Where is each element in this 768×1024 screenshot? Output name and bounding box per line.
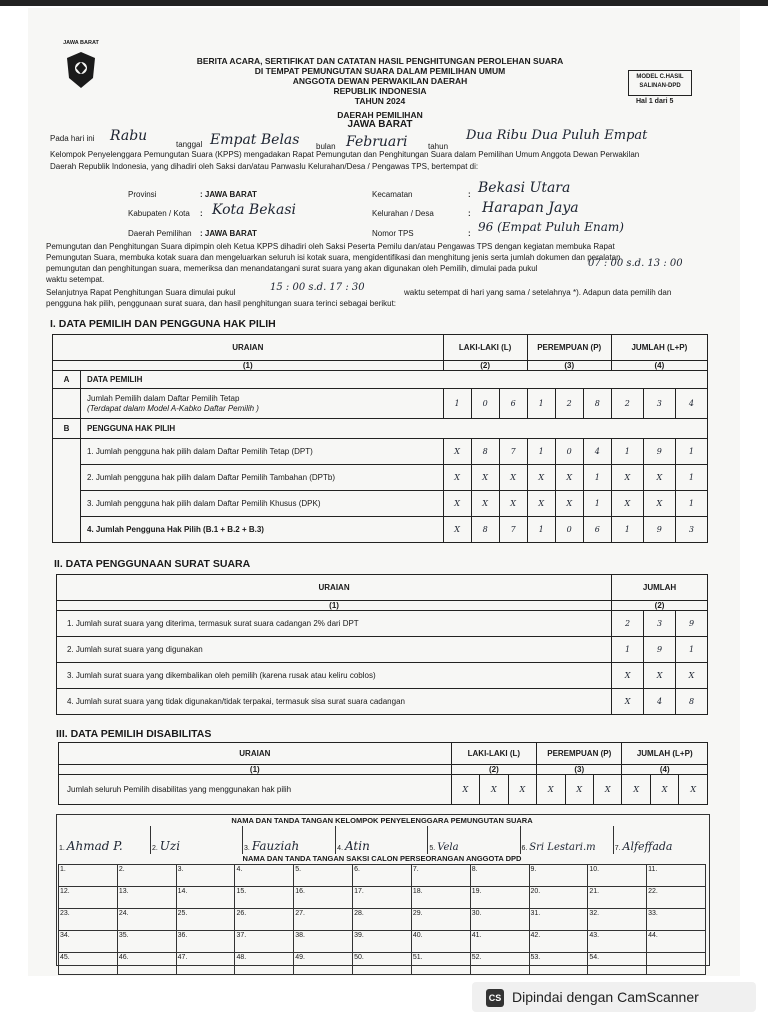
- saksi-sign-cell: 21.: [588, 887, 647, 909]
- saksi-sign-cell: 26.: [235, 909, 294, 931]
- kpps-signature: Atin: [344, 839, 370, 853]
- s1-num-2: (2): [443, 361, 527, 371]
- saksi-sign-cell: 10.: [588, 865, 647, 887]
- s1-head-j: JUMLAH (L+P): [611, 335, 707, 361]
- s2-val: 3: [644, 611, 676, 637]
- para-time-1: 07 : 00 s.d. 13 : 00: [588, 258, 683, 269]
- tps-colon: :: [468, 229, 471, 238]
- saksi-sign-cell: 50.: [353, 953, 412, 975]
- s1-head-l: LAKI-LAKI (L): [443, 335, 527, 361]
- kpps-signature: Vela: [437, 842, 459, 853]
- s3-num-3: (3): [537, 765, 622, 775]
- s2-val: 1: [676, 637, 708, 663]
- saksi-sign-grid: [58, 864, 706, 975]
- header-line-7: JAWA BARAT: [347, 119, 413, 130]
- s1-b-val: 6: [583, 517, 611, 543]
- s3-head-uraian: URAIAN: [59, 743, 452, 765]
- s2-head-j: JUMLAH: [612, 575, 708, 601]
- saksi-sign-cell: 16.: [294, 887, 353, 909]
- s1-b-row: [53, 491, 708, 517]
- s1-b-spacer: [53, 517, 81, 543]
- s1-b-val: X: [471, 491, 499, 517]
- saksi-sign-cell: 22.: [647, 887, 706, 909]
- s1-b-row: [53, 465, 708, 491]
- para-line-1: Pemungutan dan Penghitungan Suara dipimpin oleh Ketua KPPS dihadiri oleh Saksi Peserta Pemilu dan/atau Pengawas TPS dengan kegiatan membuka Rapat: [46, 242, 615, 251]
- para-line-4: waktu setempat.: [46, 275, 105, 284]
- s1-b-val: 1: [675, 491, 707, 517]
- s1-b-val: 1: [583, 491, 611, 517]
- s1-b-val: X: [443, 439, 471, 465]
- para-line-6: pengguna hak pilih, penggunaan surat suara, dan hasil penghitungan suara terinci sebagai berikut:: [46, 299, 397, 308]
- s2-head-uraian: URAIAN: [57, 575, 612, 601]
- saksi-sign-cell: [647, 953, 706, 975]
- saksi-sign-cell: 34.: [59, 931, 118, 953]
- saksi-sign-cell: 14.: [176, 887, 235, 909]
- s2-row: [57, 689, 708, 715]
- tps-value: 96 (Empat Puluh Enam): [478, 220, 624, 234]
- tanggal-label: tanggal: [176, 140, 203, 149]
- dapil-value: : JAWA BARAT: [200, 229, 257, 238]
- saksi-sign-cell: 1.: [59, 865, 118, 887]
- s2-val: X: [612, 663, 644, 689]
- saksi-sign-cell: 53.: [529, 953, 588, 975]
- camscanner-watermark: [472, 982, 756, 1012]
- saksi-sign-cell: 2.: [117, 865, 176, 887]
- saksi-sign-cell: 17.: [353, 887, 412, 909]
- s2-label: 1. Jumlah surat suara yang diterima, termasuk surat suara cadangan 2% dari DPT: [57, 611, 612, 637]
- kecamatan-value: Bekasi Utara: [478, 180, 571, 196]
- s3-num-1: (1): [59, 765, 452, 775]
- s1-b-spacer: [53, 465, 81, 491]
- s1-b-title: PENGGUNA HAK PILIH: [81, 419, 708, 439]
- kpps-signature: Alfeffada: [622, 840, 673, 853]
- s1-b-val: X: [443, 465, 471, 491]
- kpps-sign: [520, 826, 613, 854]
- saksi-sign-cell: 43.: [588, 931, 647, 953]
- s3-num-2: (2): [451, 765, 536, 775]
- s1-a-val: 1: [527, 389, 555, 419]
- s1-b-val: 4: [583, 439, 611, 465]
- s2-num-1: (1): [57, 601, 612, 611]
- s1-b-val: 0: [555, 439, 583, 465]
- s3-head-p: PEREMPUAN (P): [537, 743, 622, 765]
- s1-b-val: X: [499, 465, 527, 491]
- s1-a-val: 6: [499, 389, 527, 419]
- kelurahan-colon: :: [468, 209, 471, 218]
- s1-b-val: X: [555, 465, 583, 491]
- s2-val: 9: [676, 611, 708, 637]
- saksi-sign-cell: 44.: [647, 931, 706, 953]
- s1-b-val: X: [443, 517, 471, 543]
- date-prefix: Pada hari ini: [50, 134, 95, 143]
- s3-val: X: [565, 775, 593, 805]
- date-day: Rabu: [110, 128, 148, 144]
- s1-b-val: 7: [499, 517, 527, 543]
- s1-a-val: 0: [471, 389, 499, 419]
- provinsi-value: : JAWA BARAT: [200, 190, 257, 199]
- s1-b-val: 1: [611, 517, 643, 543]
- saksi-sign-cell: 4.: [235, 865, 294, 887]
- kabupaten-value: Kota Bekasi: [212, 202, 296, 218]
- kpps-sign: [58, 826, 150, 854]
- s1-b-val: 1: [527, 439, 555, 465]
- s1-a-val: 2: [555, 389, 583, 419]
- saksi-sign-cell: 15.: [235, 887, 294, 909]
- s1-head-p: PEREMPUAN (P): [527, 335, 611, 361]
- s1-b-val: 8: [471, 517, 499, 543]
- s1-a-val: 1: [443, 389, 471, 419]
- s2-row: [57, 611, 708, 637]
- saksi-sign-row: [59, 865, 706, 887]
- s1-b-label: 1. Jumlah pengguna hak pilih dalam Daftar Pemilih Tetap (DPT): [81, 439, 444, 465]
- s1-head-uraian: URAIAN: [53, 335, 444, 361]
- saksi-sign-cell: 41.: [470, 931, 529, 953]
- s1-b-val: 1: [675, 439, 707, 465]
- logo-text: JAWA BARAT: [63, 40, 99, 46]
- s1-a-label-main: Jumlah Pemilih dalam Daftar Pemilih Tetap: [87, 393, 240, 403]
- para-time-2: 15 : 00 s.d. 17 : 30: [270, 282, 365, 293]
- s1-a-label-sub: (Terdapat dalam Model A-Kabko Daftar Pemilih ): [87, 403, 259, 413]
- s1-a-spacer: [53, 389, 81, 419]
- s2-row: [57, 663, 708, 689]
- s1-b-val: X: [527, 465, 555, 491]
- saksi-sign-cell: 31.: [529, 909, 588, 931]
- date-tahun: Dua Ribu Dua Puluh Empat: [466, 128, 648, 143]
- section-3-title: III. DATA PEMILIH DISABILITAS: [56, 728, 212, 740]
- saksi-sign-cell: 45.: [59, 953, 118, 975]
- s1-b-val: 1: [611, 439, 643, 465]
- saksi-sign-cell: 8.: [470, 865, 529, 887]
- para-line-5a: Selanjutnya Rapat Penghitungan Suara dimulai pukul: [46, 288, 236, 297]
- saksi-sign-row: [59, 887, 706, 909]
- camscanner-icon: CS: [486, 989, 504, 1007]
- s1-a-val: 8: [583, 389, 611, 419]
- kpps-sign-table: [58, 826, 706, 854]
- s1-b-val: X: [555, 491, 583, 517]
- saksi-sign-cell: 24.: [117, 909, 176, 931]
- saksi-sign-row: [59, 953, 706, 975]
- kabupaten-label: Kabupaten / Kota: [128, 209, 190, 218]
- saksi-sign-cell: 30.: [470, 909, 529, 931]
- header-line-3: ANGGOTA DEWAN PERWAKILAN DAERAH: [292, 76, 468, 86]
- s1-b-spacer: [53, 491, 81, 517]
- s3-head-l: LAKI-LAKI (L): [451, 743, 536, 765]
- section-1-table: [52, 334, 708, 543]
- model-label: MODEL C.HASIL SALINAN-DPD: [628, 70, 692, 96]
- scan-top-edge: [0, 0, 768, 6]
- kecamatan-colon: :: [468, 190, 471, 199]
- saksi-sign-title: NAMA DAN TANDA TANGAN SAKSI CALON PERSEORANGAN ANGGOTA DPD: [242, 854, 522, 863]
- s1-b-val: X: [527, 491, 555, 517]
- s3-val: X: [480, 775, 508, 805]
- saksi-sign-cell: 39.: [353, 931, 412, 953]
- para-line-2: Pemungutan Suara, membuka kotak suara dan mengeluarkan seluruh isi kotak suara, mengidentifikasi dan menghitung jenis serta jumlah dokumen dan peralatan: [46, 253, 621, 262]
- s2-val: X: [612, 689, 644, 715]
- saksi-sign-cell: 36.: [176, 931, 235, 953]
- kpps-sign: [243, 826, 336, 854]
- s3-val: X: [622, 775, 650, 805]
- s1-b-val: 1: [527, 517, 555, 543]
- para-line-5b: waktu setempat di hari yang sama / setelahnya *). Adapun data pemilih dan: [404, 288, 672, 297]
- saksi-sign-cell: 38.: [294, 931, 353, 953]
- s1-b-row: [53, 439, 708, 465]
- saksi-sign-cell: 46.: [117, 953, 176, 975]
- saksi-sign-cell: 37.: [235, 931, 294, 953]
- s1-b-row: [53, 517, 708, 543]
- header-line-5: TAHUN 2024: [354, 96, 406, 106]
- kpps-sign-no: 1.: [59, 845, 65, 852]
- section-2-table: [56, 574, 708, 715]
- kpps-sign-no: 6.: [521, 845, 528, 852]
- kpps-signature: Uzi: [159, 839, 181, 853]
- s1-b-val: X: [471, 465, 499, 491]
- s1-b-val: 0: [555, 517, 583, 543]
- saksi-sign-cell: 11.: [647, 865, 706, 887]
- saksi-sign-cell: 7.: [411, 865, 470, 887]
- header-line-1: BERITA ACARA, SERTIFIKAT DAN CATATAN HASIL PENGHITUNGAN PEROLEHAN SUARA: [196, 56, 564, 66]
- kpps-sign: [336, 826, 428, 854]
- saksi-sign-row: [59, 931, 706, 953]
- s3-val: X: [679, 775, 708, 805]
- kpps-sign-no: 5.: [429, 845, 436, 852]
- s1-b-val: 3: [675, 517, 707, 543]
- intro-line-2: Daerah Republik Indonesia, yang dihadiri oleh Saksi dan/atau Panwaslu Kelurahan/Desa / Pengawas TPS, bertempat di:: [50, 162, 479, 171]
- section-1-title: I. DATA PEMILIH DAN PENGGUNA HAK PILIH: [50, 318, 276, 330]
- date-bulan: Februari: [346, 134, 408, 150]
- saksi-sign-cell: 40.: [411, 931, 470, 953]
- saksi-sign-cell: 29.: [411, 909, 470, 931]
- s3-label: Jumlah seluruh Pemilih disabilitas yang menggunakan hak pilih: [59, 775, 452, 805]
- s1-b-spacer: [53, 439, 81, 465]
- s1-b-val: 9: [643, 439, 675, 465]
- s1-num-1: (1): [53, 361, 444, 371]
- s1-b-label: 2. Jumlah pengguna hak pilih dalam Daftar Pemilih Tambahan (DPTb): [81, 465, 444, 491]
- provinsi-label: Provinsi: [128, 190, 157, 199]
- s1-b-val: 8: [471, 439, 499, 465]
- bulan-label: bulan: [316, 142, 336, 151]
- header-line-2: DI TEMPAT PEMUNGUTAN SUARA DALAM PEMILIHAN UMUM: [254, 66, 506, 76]
- s2-row: [57, 637, 708, 663]
- s1-b-val: 1: [583, 465, 611, 491]
- kabupaten-colon: :: [200, 209, 203, 218]
- s1-num-3: (3): [527, 361, 611, 371]
- camscanner-text: Dipindai dengan CamScanner: [512, 989, 699, 1005]
- s2-label: 2. Jumlah surat suara yang digunakan: [57, 637, 612, 663]
- saksi-sign-cell: 28.: [353, 909, 412, 931]
- kelurahan-label: Kelurahan / Desa: [372, 209, 434, 218]
- s3-val: X: [451, 775, 479, 805]
- s2-val: 8: [676, 689, 708, 715]
- para-line-3: pemungutan dan penghitungan suara, memeriksa dan menandatangani surat suara yang akan digunakan oleh Pemilih, dimulai pada pukul: [46, 264, 538, 273]
- s2-label: 4. Jumlah surat suara yang tidak digunakan/tidak terpakai, termasuk sisa surat suara cadangan: [57, 689, 612, 715]
- s3-val: X: [508, 775, 536, 805]
- saksi-sign-cell: 54.: [588, 953, 647, 975]
- s2-val: X: [676, 663, 708, 689]
- tps-label: Nomor TPS: [372, 229, 414, 238]
- saksi-sign-cell: 3.: [176, 865, 235, 887]
- saksi-sign-cell: 42.: [529, 931, 588, 953]
- saksi-sign-cell: 33.: [647, 909, 706, 931]
- s2-num-2: (2): [612, 601, 708, 611]
- s1-b-val: 1: [675, 465, 707, 491]
- kpps-signature: Sri Lestari.m: [529, 842, 596, 853]
- section-2-title: II. DATA PENGGUNAAN SURAT SUARA: [54, 558, 251, 570]
- s1-b-val: 9: [643, 517, 675, 543]
- saksi-sign-row: [59, 909, 706, 931]
- kpps-sign-no: 2.: [151, 845, 158, 852]
- s1-a-title: DATA PEMILIH: [81, 371, 708, 389]
- kpps-sign-no: 7.: [614, 845, 621, 852]
- saksi-sign-cell: 52.: [470, 953, 529, 975]
- kelurahan-value: Harapan Jaya: [482, 200, 579, 216]
- s1-b-val: X: [611, 465, 643, 491]
- s2-val: X: [644, 663, 676, 689]
- kpps-sign: [613, 826, 706, 854]
- intro-line-1: Kelompok Penyelenggara Pemungutan Suara (KPPS) mengadakan Rapat Pemungutan dan Penghitungan Suara dalam Pemilihan Umum Anggota Dewan Perwakilan: [50, 150, 640, 159]
- kecamatan-label: Kecamatan: [372, 190, 413, 199]
- kpps-signature: Fauziah: [251, 839, 300, 853]
- s3-val: X: [593, 775, 621, 805]
- s3-val: X: [537, 775, 565, 805]
- saksi-sign-cell: 27.: [294, 909, 353, 931]
- saksi-sign-cell: 13.: [117, 887, 176, 909]
- s1-b-label: 4. Jumlah Pengguna Hak Pilih (B.1 + B.2 + B.3): [81, 517, 444, 543]
- s2-val: 1: [612, 637, 644, 663]
- saksi-sign-cell: 49.: [294, 953, 353, 975]
- kpps-sign-no: 3.: [244, 845, 250, 852]
- saksi-sign-cell: 25.: [176, 909, 235, 931]
- s1-a-label: [81, 389, 444, 419]
- saksi-sign-cell: 12.: [59, 887, 118, 909]
- kpps-sign-title: NAMA DAN TANDA TANGAN KELOMPOK PENYELENGGARA PEMUNGUTAN SUARA: [231, 816, 533, 825]
- s1-b-val: X: [643, 465, 675, 491]
- date-tanggal: Empat Belas: [210, 132, 300, 148]
- section-3-table: [58, 742, 708, 805]
- s2-label: 3. Jumlah surat suara yang dikembalikan oleh pemilih (karena rusak atau keliru coblos): [57, 663, 612, 689]
- s2-val: 9: [644, 637, 676, 663]
- s1-b-val: X: [643, 491, 675, 517]
- kpu-logo: [62, 40, 100, 96]
- s3-num-4: (4): [622, 765, 708, 775]
- s1-b-val: 7: [499, 439, 527, 465]
- s3-row: [59, 775, 708, 805]
- s2-val: 4: [644, 689, 676, 715]
- s1-b-label: 3. Jumlah pengguna hak pilih dalam Daftar Pemilih Khusus (DPK): [81, 491, 444, 517]
- tahun-label: tahun: [428, 142, 449, 151]
- dapil-label: Daerah Pemilihan: [128, 229, 192, 238]
- saksi-sign-cell: 32.: [588, 909, 647, 931]
- s1-a-letter: A: [53, 371, 81, 389]
- s1-a-val: 2: [611, 389, 643, 419]
- s1-num-4: (4): [611, 361, 707, 371]
- s2-val: 2: [612, 611, 644, 637]
- saksi-sign-cell: 18.: [411, 887, 470, 909]
- saksi-sign-cell: 23.: [59, 909, 118, 931]
- saksi-sign-cell: 19.: [470, 887, 529, 909]
- s1-b-val: X: [443, 491, 471, 517]
- saksi-sign-cell: 47.: [176, 953, 235, 975]
- s1-a-val: 4: [675, 389, 707, 419]
- s1-a-val: 3: [643, 389, 675, 419]
- s1-b-val: X: [611, 491, 643, 517]
- saksi-sign-cell: 5.: [294, 865, 353, 887]
- kpps-signature: Ahmad P.: [66, 839, 123, 853]
- header-line-4: REPUBLIK INDONESIA: [333, 86, 427, 96]
- saksi-sign-cell: 51.: [411, 953, 470, 975]
- s3-val: X: [650, 775, 678, 805]
- kpps-sign: [428, 826, 520, 854]
- kpps-sign: [150, 826, 242, 854]
- page-number: Hal 1 dari 5: [636, 98, 674, 105]
- kpps-sign-no: 4.: [337, 845, 344, 852]
- s1-b-val: X: [499, 491, 527, 517]
- saksi-sign-cell: 20.: [529, 887, 588, 909]
- saksi-sign-cell: 6.: [353, 865, 412, 887]
- s1-b-letter: B: [53, 419, 81, 439]
- s3-head-j: JUMLAH (L+P): [622, 743, 708, 765]
- saksi-sign-cell: 48.: [235, 953, 294, 975]
- header-line-6: DAERAH PEMILIHAN: [337, 110, 423, 120]
- s1-a-row: [53, 389, 708, 419]
- saksi-sign-cell: 35.: [117, 931, 176, 953]
- saksi-sign-cell: 9.: [529, 865, 588, 887]
